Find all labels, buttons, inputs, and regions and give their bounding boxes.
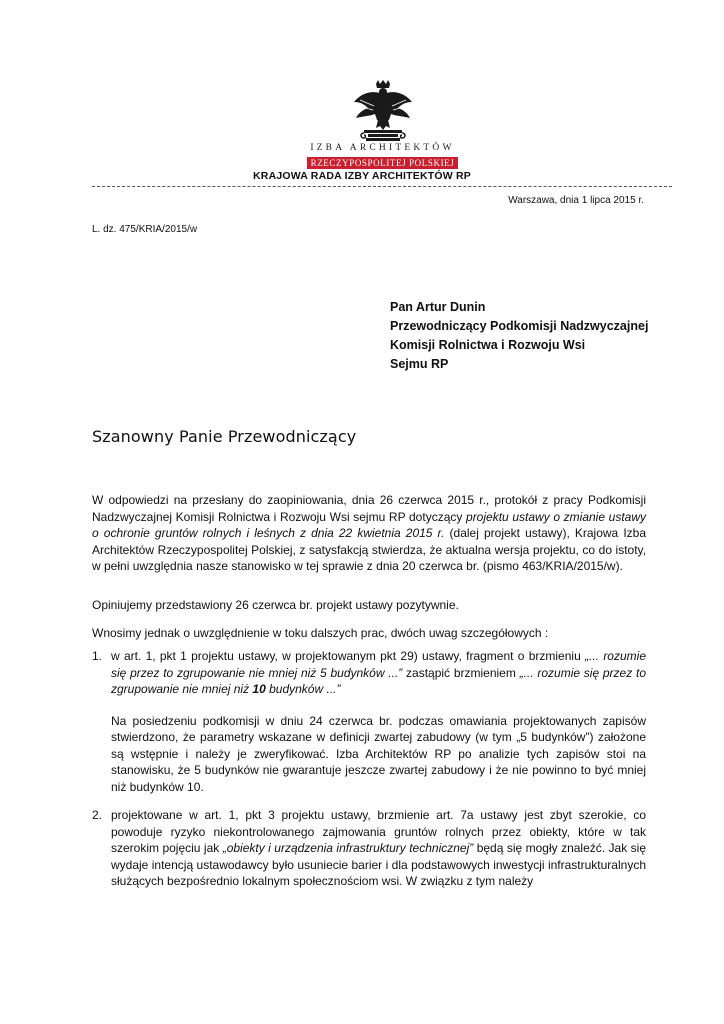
quoted-fragment: „... rozumie się przez to zgrupowanie nie mniej niż 5 budynków ...” bbox=[111, 649, 646, 680]
paragraph-intro-rest: (dalej projekt ustawy), Krajowa Izba Architektów Rzeczypospolitej Polskiej, z satysfakcją stwierdza, że aktualna wersja projektu, co do istoty, w pełni uwzględnia nasze stanowisko w tej sprawie z dnia 20 czerwca br. (pismo 463/KRIA/2015/w). bbox=[92, 526, 647, 573]
quoted-replacement-end: budynków ...” bbox=[265, 682, 341, 696]
list-item-note: Na posiedzeniu podkomisji w dniu 24 czerwca br. podczas omawiania projektowanych zapisów stwierdzono, że parametry wskazane w definicji zwartej zabudowy (w tym „5 budynków”) założone są wstępnie i należy je zweryfikować. Izba Architektów RP po analizie tych zapisów stoi na stanowisku, że 5 budynków nie gwarantuje jeszcze zwartej zabudowy i że nie powinno to być mniej niż budynków 10. bbox=[111, 713, 646, 794]
remarks-list bbox=[92, 648, 646, 890]
item-text-part: zastąpić brzmieniem bbox=[402, 665, 520, 680]
emphasized-number: 10 bbox=[252, 682, 266, 696]
item-text-part: będą się mogły znaleźć. Jak się wydaje intencją ustawodawcy było usuniecie barier i dla podstawowych inwestycji infrastrukturalnych służących bezpośrednio lokalnym społecznościom wsi. W związku z tym należy bbox=[111, 841, 646, 888]
item-text-part: w art. 1, pkt 1 projektu ustawy, w projektowanym pkt 29) ustawy, fragment o brzmieniu bbox=[111, 649, 586, 663]
list-item-text bbox=[111, 648, 646, 698]
paragraph-remarks: Wnosimy jednak o uwzględnienie w toku dalszych prac, dwóch uwag szczegółowych : bbox=[92, 626, 549, 640]
recipient-committee: Komisji Rolnictwa i Rozwoju Wsi bbox=[390, 338, 586, 352]
chamber-logo bbox=[290, 80, 475, 171]
header-divider bbox=[92, 186, 672, 187]
recipient-body: Sejmu RP bbox=[390, 357, 449, 371]
reference-number: L. dz. 475/KRIA/2015/w bbox=[92, 224, 198, 235]
recipient-block bbox=[390, 298, 648, 374]
recipient-role: Przewodniczący Podkomisji Nadzwyczajnej bbox=[390, 319, 649, 333]
paragraph-opinion: Opiniujemy przedstawiony 26 czerwca br. projekt ustawy pozytywnie. bbox=[92, 598, 459, 612]
list-item-number: 2. bbox=[92, 808, 103, 822]
quoted-replacement: „... rozumie się przez to zgrupowanie nie mniej niż bbox=[111, 665, 646, 696]
list-item bbox=[92, 807, 646, 890]
item-text-part: projektowane w art. 1, pkt 3 projektu ustawy, brzmienie art. 7a ustawy jest zbyt szerokie, co powoduje ryzyko niekontrolowanego zajmowania gruntów rolnych przez obiekty, które w tak szerokim pojęciu jak bbox=[111, 808, 646, 855]
council-heading: KRAJOWA RADA IZBY ARCHITEKTÓW RP bbox=[253, 170, 471, 182]
paragraph-intro-text: W odpowiedzi na przesłany do zaopiniowania, dnia 26 czerwca 2015 r., protokół z pracy Podkomisji Nadzwyczajnej Komisji Rolnictwa i Rozwoju Wsi sejmu RP dotyczący bbox=[92, 493, 646, 524]
paragraph-intro bbox=[92, 492, 646, 575]
salutation: Szanowny Panie Przewodniczący bbox=[92, 427, 357, 446]
list-item bbox=[92, 648, 646, 795]
eagle-emblem-icon bbox=[348, 80, 418, 142]
bill-title: projektu ustawy o zmianie ustawy o ochronie gruntów rolnych i leśnych z dnia 22 kwietnia 2015 r. bbox=[92, 509, 646, 540]
logo-subtitle-bar: RZECZYPOSPOLITEJ POLSKIEJ bbox=[307, 157, 459, 169]
quoted-term: „obiekty i urządzenia infrastruktury technicznej” bbox=[222, 841, 474, 855]
list-item-number: 1. bbox=[92, 649, 103, 663]
list-item-text bbox=[111, 807, 646, 890]
letter-date: Warszawa, dnia 1 lipca 2015 r. bbox=[508, 195, 644, 206]
recipient-name: Pan Artur Dunin bbox=[390, 300, 486, 314]
logo-title: IZBA ARCHITEKTÓW bbox=[310, 143, 455, 153]
